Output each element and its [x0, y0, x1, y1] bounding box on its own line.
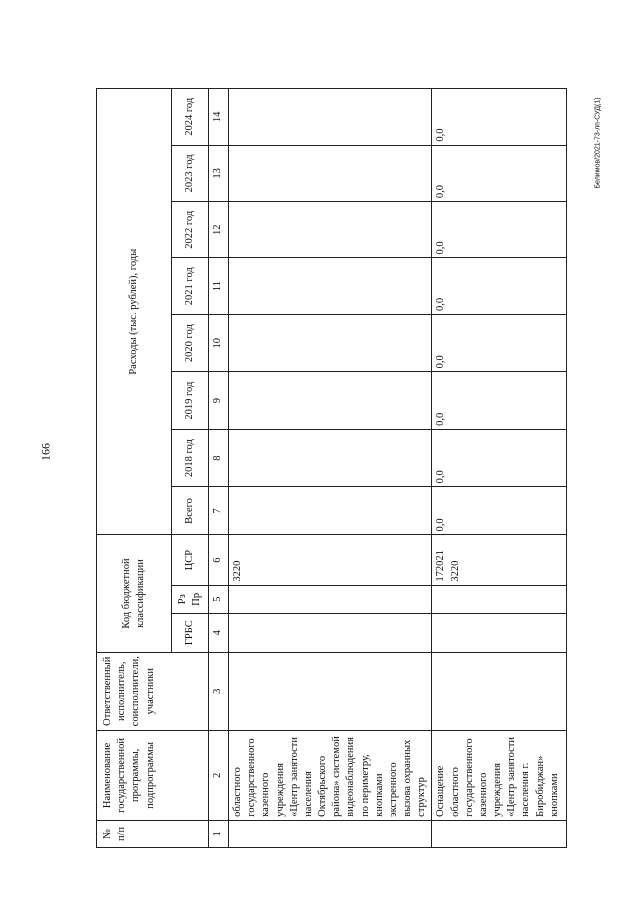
row-rzpr: [432, 585, 567, 613]
table-row: [432, 89, 567, 848]
header-num: № п/п: [97, 820, 209, 847]
row-num: [432, 820, 567, 847]
row-grbs: [229, 613, 432, 652]
header-total: Всего: [172, 487, 209, 535]
column-number: 8: [209, 429, 229, 486]
row-rzpr: [229, 585, 432, 613]
column-number: 11: [209, 258, 229, 314]
row-csr: 172021 3220: [432, 535, 567, 585]
row-year-value: [229, 89, 432, 146]
column-number: 13: [209, 145, 229, 201]
row-total: 0,0: [432, 487, 567, 535]
budget-table-rotated: [96, 88, 572, 848]
column-number: 14: [209, 89, 229, 146]
budget-table: [96, 88, 567, 848]
column-number: 12: [209, 202, 229, 258]
row-num: [229, 820, 432, 847]
header-rzpr: Рз Пр: [172, 585, 209, 613]
row-grbs: [432, 613, 567, 652]
row-year-value: [229, 202, 432, 258]
row-year-value: [229, 372, 432, 429]
column-number: 9: [209, 372, 229, 429]
header-budget-code: Код бюджетной классификации: [97, 535, 172, 652]
header-year: 2021 год: [172, 258, 209, 314]
row-responsible: [229, 652, 432, 730]
row-year-value: 0,0: [432, 372, 567, 429]
column-number: 5: [209, 585, 229, 613]
table-row: [229, 89, 432, 848]
column-number: 1: [209, 820, 229, 847]
row-csr: 3220: [229, 535, 432, 585]
row-name: Оснащение областного государственного казенного учреждения «Центр занятости населения г. Биробиджан» кнопками: [432, 730, 567, 820]
page-number: 166: [38, 443, 53, 461]
column-number: 10: [209, 314, 229, 371]
column-number-row: [209, 89, 229, 848]
row-responsible: [432, 652, 567, 730]
column-number: 4: [209, 613, 229, 652]
header-responsible: Ответственный исполнитель, соисполнители, участники: [97, 652, 209, 730]
header-year: 2018 год: [172, 429, 209, 486]
row-year-value: 0,0: [432, 429, 567, 486]
row-year-value: 0,0: [432, 314, 567, 371]
row-year-value: 0,0: [432, 145, 567, 201]
header-year: 2020 год: [172, 314, 209, 371]
row-name: областного государственного казенного учреждения «Центр занятости населения Октябрьского района» системой видеонаблюдения по периметру, кнопками экстренного вызова охранных структур: [229, 730, 432, 820]
column-number: 7: [209, 487, 229, 535]
header-csr: ЦСР: [172, 535, 209, 585]
header-year: 2022 год: [172, 202, 209, 258]
row-year-value: 0,0: [432, 202, 567, 258]
column-number: 2: [209, 730, 229, 820]
column-number: 3: [209, 652, 229, 730]
header-name: Наименование государственной программы, подпрограммы: [97, 730, 209, 820]
header-expenses: Расходы (тыс. рублей), годы: [97, 89, 172, 535]
header-row: [97, 89, 172, 848]
header-year: 2019 год: [172, 372, 209, 429]
row-year-value: [229, 258, 432, 314]
row-year-value: [229, 314, 432, 371]
header-year: 2024 год: [172, 89, 209, 146]
row-year-value: [229, 429, 432, 486]
row-year-value: 0,0: [432, 258, 567, 314]
document-code: Белимов/2021-73-лп-СУД(1): [594, 97, 602, 189]
header-year: 2023 год: [172, 145, 209, 201]
header-grbs: ГРБС: [172, 613, 209, 652]
row-total: [229, 487, 432, 535]
row-year-value: 0,0: [432, 89, 567, 146]
row-year-value: [229, 145, 432, 201]
column-number: 6: [209, 535, 229, 585]
